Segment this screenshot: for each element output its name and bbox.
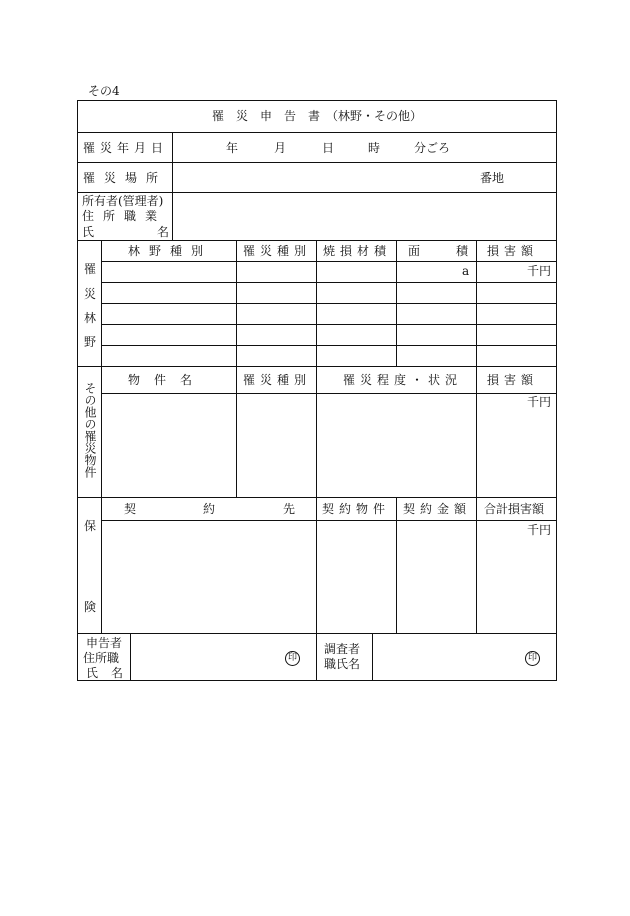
date-minute-label: 分ごろ bbox=[414, 141, 451, 155]
forest-area-unit: a bbox=[462, 264, 470, 278]
forest-header-type: 林野種別 bbox=[128, 244, 213, 258]
declarant-label-name-a: 氏 bbox=[86, 666, 99, 680]
location-suffix: 番地 bbox=[480, 171, 505, 185]
forest-header-damage-type: 罹災種別 bbox=[243, 244, 312, 258]
owner-label-line2: 住所職業 bbox=[82, 209, 167, 223]
forest-side-label-2: 災 bbox=[84, 287, 97, 301]
insurance-header-contract-c: 先 bbox=[283, 502, 296, 516]
other-damage-unit: 千円 bbox=[527, 395, 552, 409]
forest-header-area-a: 面 bbox=[408, 244, 421, 258]
insurance-side-label-bottom: 険 bbox=[84, 600, 97, 614]
investigator-label-line1: 調査者 bbox=[324, 642, 361, 656]
insurance-header-contract-b: 約 bbox=[203, 502, 216, 516]
forest-header-area-b: 積 bbox=[456, 244, 469, 258]
forest-side-label-3: 林 bbox=[84, 311, 97, 325]
other-header-damage-type: 罹災種別 bbox=[243, 373, 312, 387]
declarant-seal-mark: 印 bbox=[285, 651, 300, 666]
date-row-label: 罹災年月日 bbox=[83, 141, 169, 155]
owner-label-name-a: 氏 bbox=[82, 225, 95, 239]
owner-label-name-b: 名 bbox=[157, 225, 170, 239]
other-header-damage-extent: 罹災程度・状況 bbox=[343, 373, 463, 387]
forest-side-label-1: 罹 bbox=[84, 262, 97, 276]
insurance-header-total-damage: 合計損害額 bbox=[484, 502, 545, 516]
forest-header-damage-amount: 損害額 bbox=[487, 244, 539, 258]
owner-label-line1: 所有者(管理者) bbox=[82, 194, 164, 208]
page-label: その4 bbox=[88, 84, 120, 98]
forest-side-label-4: 野 bbox=[84, 335, 97, 349]
declarant-label-line1: 申告者 bbox=[86, 636, 123, 650]
other-header-item-name: 物件名 bbox=[128, 373, 207, 387]
insurance-damage-unit: 千円 bbox=[527, 523, 552, 537]
declarant-label-name-b: 名 bbox=[111, 666, 124, 680]
date-month-label: 月 bbox=[274, 141, 287, 155]
insurance-header-contract-item: 契約物件 bbox=[322, 502, 391, 516]
date-hour-label: 時 bbox=[368, 141, 381, 155]
other-side-label: その他の罹災物件 bbox=[83, 382, 97, 478]
declarant-label-line2: 住所職 bbox=[83, 651, 120, 665]
other-header-damage-amount: 損害額 bbox=[487, 373, 539, 387]
form-title: 罹 災 申 告 書 （林野・その他） bbox=[211, 109, 422, 123]
insurance-header-contract-amount: 契約金額 bbox=[403, 502, 472, 516]
insurance-side-label-top: 保 bbox=[84, 519, 97, 533]
insurance-header-contract-a: 契 bbox=[124, 502, 137, 516]
location-row-label: 罹災場所 bbox=[83, 171, 168, 185]
date-year-label: 年 bbox=[226, 141, 239, 155]
investigator-seal-mark: 印 bbox=[525, 651, 540, 666]
date-day-label: 日 bbox=[322, 141, 335, 155]
forest-header-burnt-volume: 焼損材積 bbox=[323, 244, 392, 258]
forest-damage-unit: 千円 bbox=[527, 264, 552, 278]
investigator-label-line2: 職氏名 bbox=[324, 657, 361, 671]
